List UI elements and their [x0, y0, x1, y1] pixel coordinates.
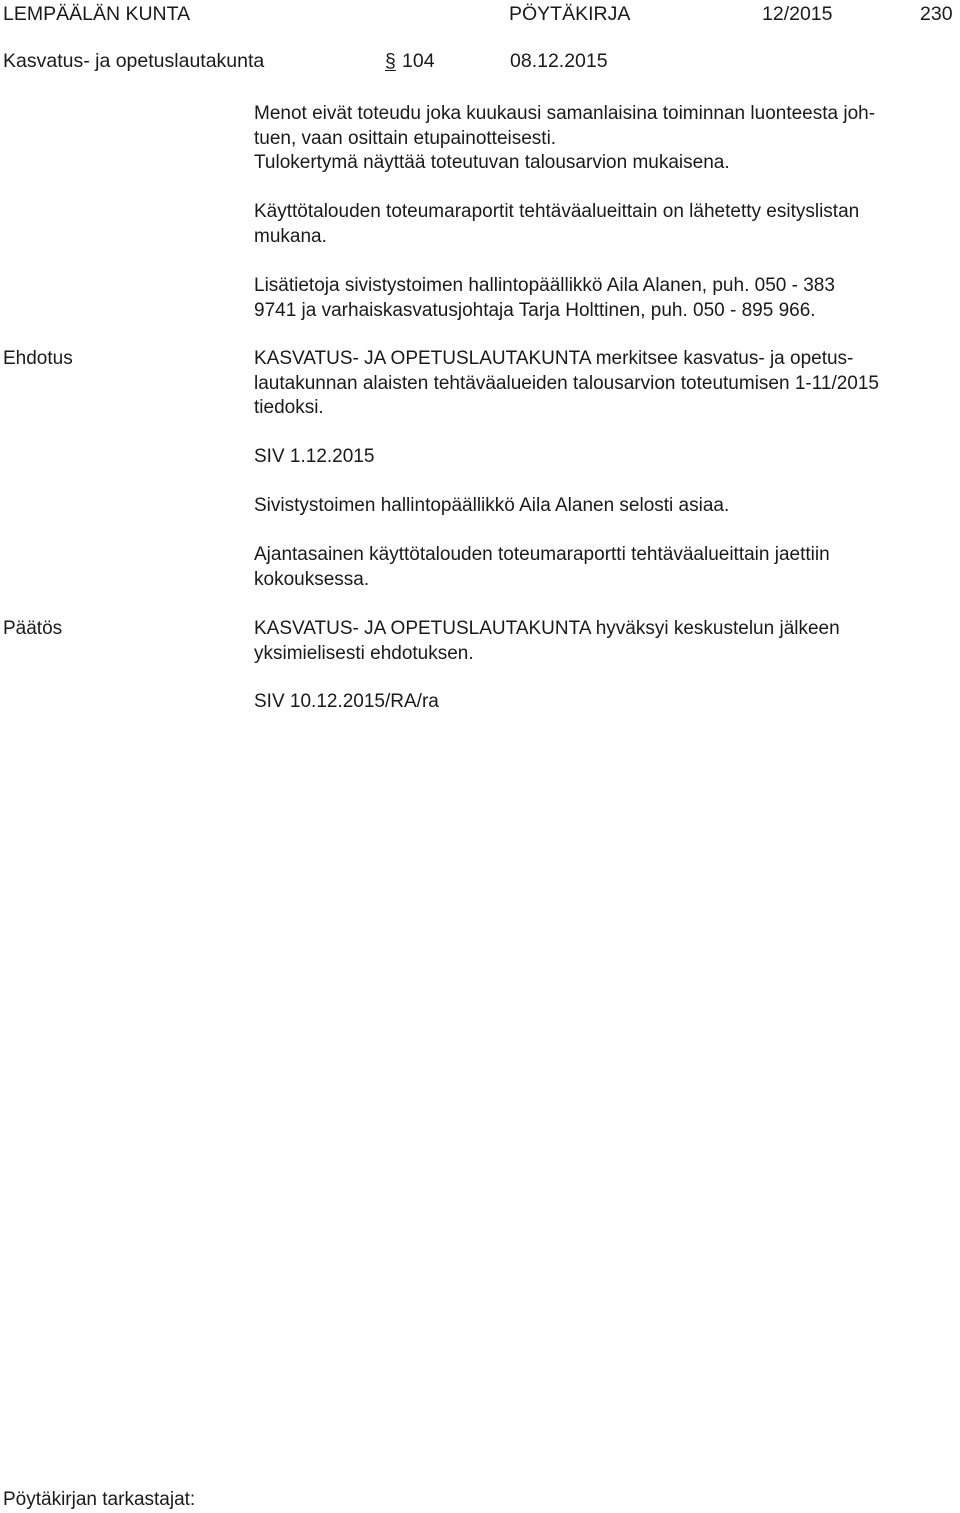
text-line: kokouksessa. [254, 568, 370, 590]
text-line: 9741 ja varhaiskasvatusjohtaja Tarja Holttinen, puh. 050 - 895 966. [254, 299, 816, 321]
decision-signature: SIV 10.12.2015/RA/ra [254, 691, 439, 712]
text-line: lautakunnan alaisten tehtäväalueiden talousarvion toteutumisen 1-11/2015 [254, 372, 879, 394]
intro-paragraph-1 [254, 102, 954, 176]
proposal-note-2 [254, 543, 954, 592]
municipality-name: LEMPÄÄLÄN KUNTA [3, 3, 191, 25]
intro-paragraph-2 [254, 200, 954, 249]
decision-text [254, 617, 954, 666]
text-line: yksimielisesti ehdotuksen. [254, 642, 474, 664]
text-line: Käyttötalouden toteumaraportit tehtäväalueittain on lähetetty esityslistan [254, 201, 860, 222]
section-number: 104 [402, 50, 435, 72]
meeting-date: 08.12.2015 [510, 50, 608, 72]
decision-label: Päätös [3, 618, 63, 639]
text-line: Ajantasainen käyttötalouden toteumaraportti tehtäväalueittain jaettiin [254, 544, 830, 565]
text-line: KASVATUS- JA OPETUSLAUTAKUNTA merkitsee kasvatus- ja opetus- [254, 348, 854, 369]
page-number: 230 [920, 3, 953, 25]
intro-paragraph-3 [254, 274, 954, 323]
section-sign: § [385, 50, 396, 72]
proposal-label: Ehdotus [3, 348, 73, 369]
committee-name: Kasvatus- ja opetuslautakunta [3, 50, 265, 72]
text-line: tuen, vaan osittain etupainotteisesti. [254, 127, 557, 149]
proposal-signature: SIV 1.12.2015 [254, 446, 375, 467]
proposal-text [254, 347, 954, 421]
issue-number: 12/2015 [762, 3, 833, 25]
proposal-note-1: Sivistystoimen hallintopäällikkö Aila Alanen selosti asiaa. [254, 495, 730, 516]
text-line: Tulokertymä näyttää toteutuvan talousarvion mukaisena. [254, 152, 730, 173]
text-line: Lisätietoja sivistystoimen hallintopäällikkö Aila Alanen, puh. 050 - 383 [254, 275, 835, 296]
text-line: mukana. [254, 225, 327, 247]
reviewers-label: Pöytäkirjan tarkastajat: [3, 1489, 196, 1510]
text-line: tiedoksi. [254, 397, 324, 418]
document-type: PÖYTÄKIRJA [509, 3, 631, 25]
text-line: KASVATUS- JA OPETUSLAUTAKUNTA hyväksyi keskustelun jälkeen [254, 618, 840, 639]
text-line: Menot eivät toteudu joka kuukausi samanlaisina toiminnan luonteesta joh- [254, 103, 876, 124]
